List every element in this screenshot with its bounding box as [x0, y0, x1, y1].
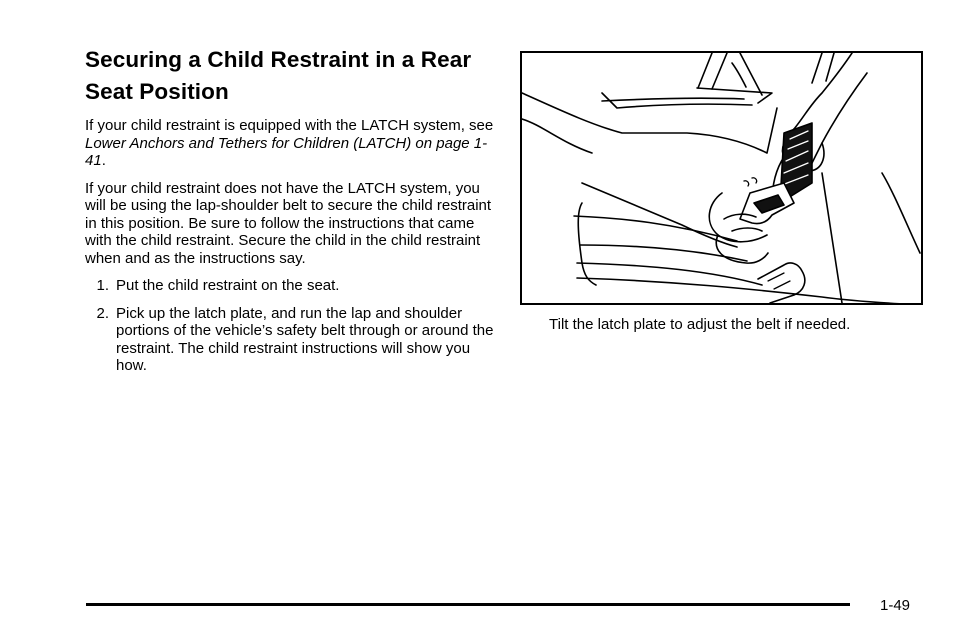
footer-rule: [86, 603, 850, 606]
latch-plate-illustration: [520, 51, 923, 305]
step-text: Pick up the latch plate, and run the lap and shoulder portions of the vehicle’s safety belt through or around the restraint. The child restraint instructions will show you how.: [116, 304, 494, 374]
page-number: 1-49: [880, 597, 911, 614]
step-number: 1.: [96, 277, 109, 294]
instruction-step: [85, 277, 500, 295]
main-text-column: [85, 44, 500, 385]
instruction-steps: [85, 277, 500, 375]
latch-plate-drawing: [522, 53, 921, 303]
figure-caption: Tilt the latch plate to adjust the belt if needed.: [549, 316, 851, 333]
section-title: [85, 44, 500, 108]
latch-paragraph-text: If your child restraint is equipped with the LATCH system, see: [85, 117, 494, 134]
lap-shoulder-paragraph: If your child restraint does not have the LATCH system, you will be using the lap-shoulder belt to secure the child restraint in this position. Be sure to follow the instructions that came with the child restraint. Secure the child in the child restraint when and as the instructions say.: [85, 179, 492, 267]
step-text: Put the child restraint on the seat.: [116, 277, 340, 294]
latch-page-reference: Lower Anchors and Tethers for Children (LATCH) on page 1-41: [85, 134, 488, 169]
latch-paragraph: [85, 117, 500, 170]
latch-paragraph-end: .: [101, 152, 106, 169]
step-number: 2.: [96, 304, 109, 322]
section-title-line2: Seat Position: [85, 79, 229, 104]
section-title-line1: Securing a Child Restraint in a Rear: [85, 47, 472, 72]
instruction-step: [85, 305, 500, 375]
